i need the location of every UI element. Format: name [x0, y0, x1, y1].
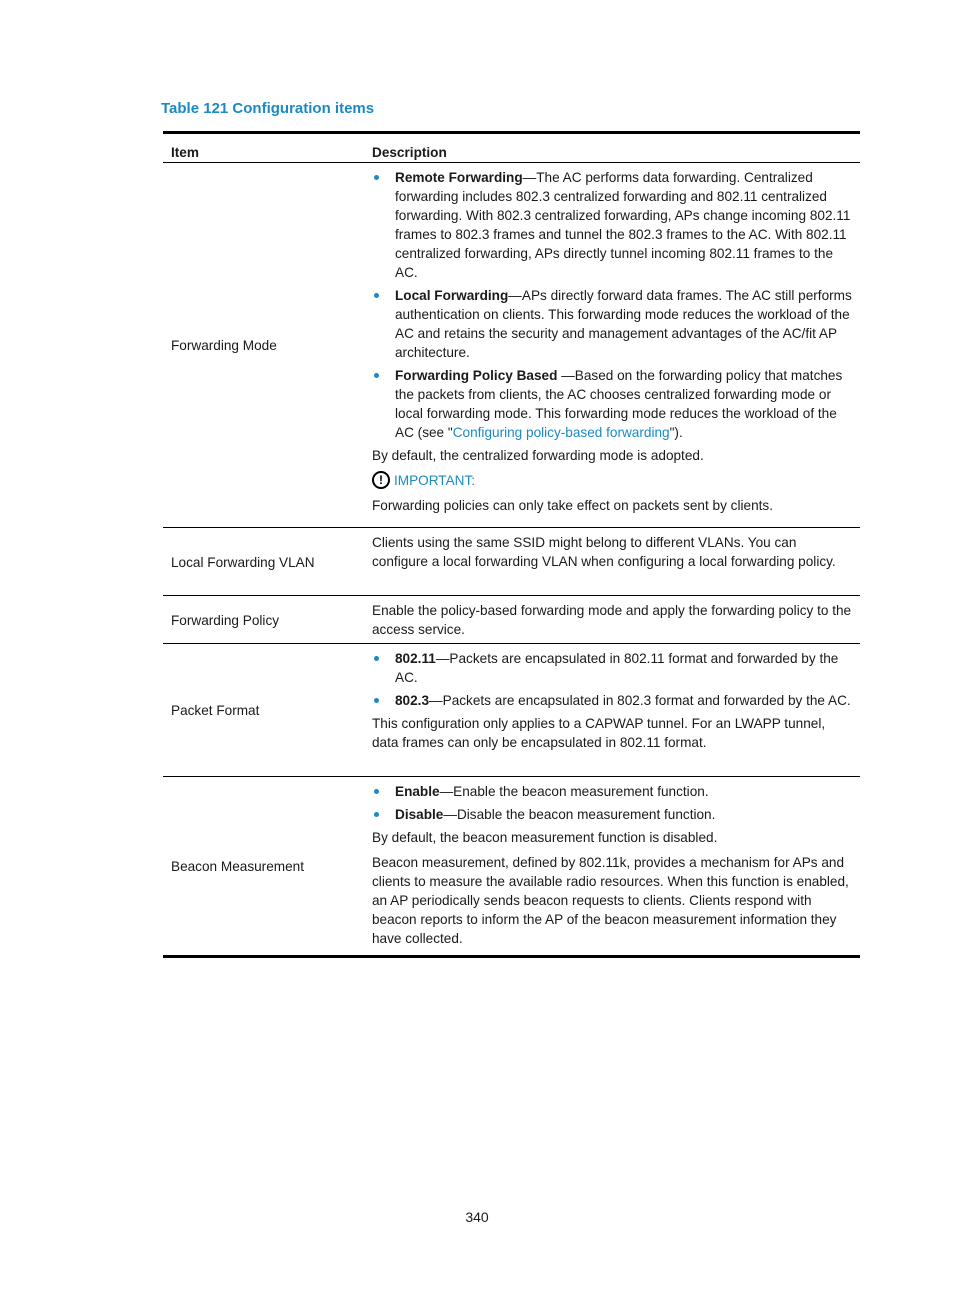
description-cell: [364, 644, 860, 777]
bullet-text-tail: ").: [669, 425, 683, 440]
header-description: Description: [372, 145, 447, 160]
policy-forwarding-link[interactable]: Configuring policy-based forwarding: [452, 425, 670, 440]
bullet-text: —Enable the beacon measurement function.: [439, 784, 709, 799]
table-row: [163, 528, 860, 596]
list-item: [372, 782, 852, 801]
note-text: Beacon measurement, defined by 802.11k, provides a mechanism for APs and clients to measure the available radio resources. When this function is enabled, an AP periodically sends beacon requests to clients. Clients respond with beacon reports to inform the AP of the beacon measurement information they have collected.: [372, 855, 849, 946]
list-item: [372, 691, 852, 710]
description-text: Clients using the same SSID might belong to different VLANs. You can configure a local forwarding VLAN when configuring a local forwarding policy.: [372, 535, 836, 569]
term: Local Forwarding: [395, 288, 509, 303]
default-text: By default, the centralized forwarding mode is adopted.: [372, 448, 704, 463]
table-row: [163, 596, 860, 644]
term: Disable: [395, 807, 444, 822]
term: Enable: [395, 784, 440, 799]
term: Remote Forwarding: [395, 170, 523, 185]
important-text: Forwarding policies can only take effect on packets sent by clients.: [372, 498, 773, 513]
bullet-text: —Disable the beacon measurement function.: [443, 807, 716, 822]
description-cell: [364, 528, 860, 596]
item-cell: Beacon Measurement: [171, 859, 304, 874]
configuration-items-table: [163, 131, 860, 958]
item-cell: Forwarding Mode: [171, 338, 277, 353]
item-cell: Forwarding Policy: [171, 612, 280, 628]
bullet-text: —Packets are encapsulated in 802.11 format and forwarded by the AC.: [395, 651, 839, 685]
table-caption: Table 121 Configuration items: [161, 100, 375, 117]
bullet-list: [372, 168, 852, 442]
table-row: [163, 163, 860, 528]
bullet-list: [372, 649, 852, 710]
term: 802.3: [395, 693, 430, 708]
list-item: [372, 649, 852, 687]
header-item: Item: [171, 145, 199, 160]
description-cell: [364, 163, 860, 528]
table-row: [163, 644, 860, 777]
description-cell: [364, 777, 860, 957]
term: 802.11: [395, 651, 436, 666]
bullet-text: —The AC performs data forwarding. Centralized forwarding includes 802.3 centralized forwarding and 802.11 centralized forwarding. With 802.3 centralized forwarding, APs change incoming 802.11 frames to 802.3 frames and tunnel the 802.3 frames to the AC. With 802.11 centralized forwarding, APs directly tunnel incoming 802.11 frames to the AC.: [395, 170, 851, 280]
bullet-text: —APs directly forward data frames. The AC still performs authentication on clients. This forwarding mode reduces the workload of the AC and retains the security and management advantages of the AC/fit AP architecture.: [395, 288, 852, 360]
list-item: [372, 366, 852, 442]
list-item: [372, 805, 852, 824]
important-label: IMPORTANT:: [394, 473, 476, 488]
bullet-text: —Based on the forwarding policy that matches the packets from clients, the AC chooses centralized forwarding mode or local forwarding mode. This forwarding mode reduces the workload of the AC (see ": [395, 368, 843, 440]
list-item: [372, 286, 852, 362]
item-cell: Local Forwarding VLAN: [171, 554, 315, 570]
note-text: This configuration only applies to a CAPWAP tunnel. For an LWAPP tunnel, data frames can only be encapsulated in 802.11 format.: [372, 716, 826, 750]
bullet-list: [372, 782, 852, 824]
exclamation-icon: !: [372, 471, 390, 489]
page-number: 340: [465, 1209, 489, 1225]
term: Forwarding Policy Based: [395, 368, 558, 383]
table-header-row: [163, 133, 860, 163]
default-text: By default, the beacon measurement function is disabled.: [372, 830, 718, 845]
description-text: Enable the policy-based forwarding mode and apply the forwarding policy to the access service.: [372, 603, 852, 637]
list-item: [372, 168, 852, 282]
item-cell: Packet Format: [171, 703, 260, 718]
description-cell: [364, 596, 860, 644]
important-notice: [372, 471, 852, 490]
bullet-text: —Packets are encapsulated in 802.3 format and forwarded by the AC.: [429, 693, 851, 708]
table-row: [163, 777, 860, 957]
